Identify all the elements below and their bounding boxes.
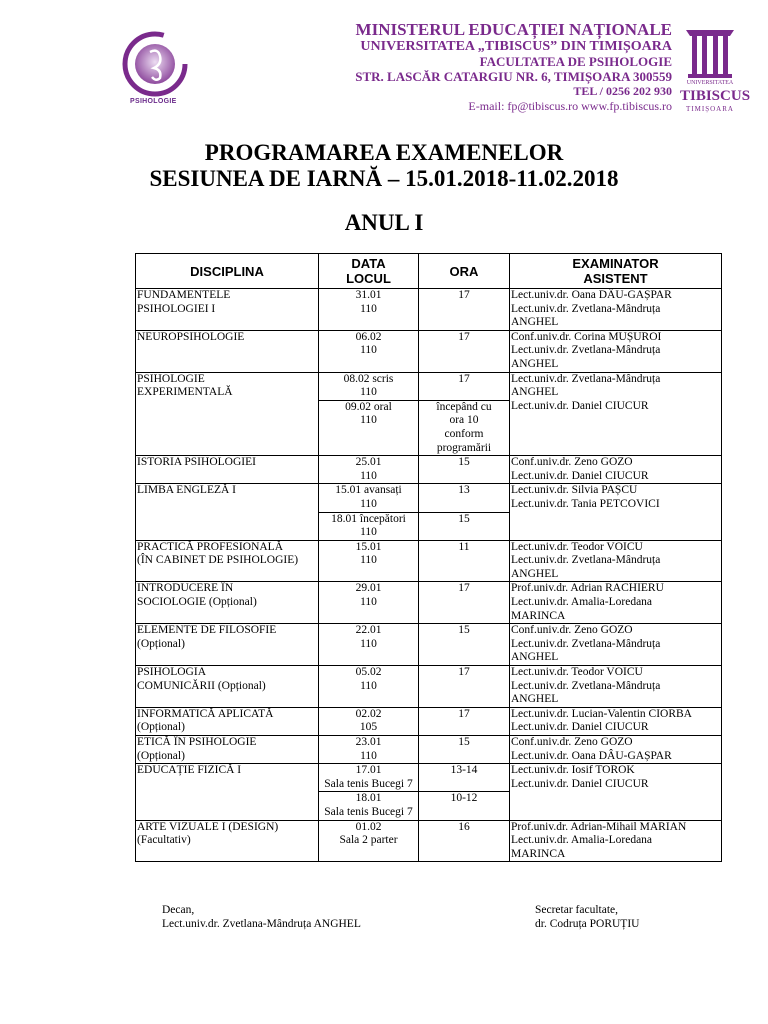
university-line: UNIVERSITATEA „TIBISCUS” DIN TIMIȘOARA xyxy=(360,39,672,54)
dean-name: Lect.univ.dr. Zvetlana-Mândruța ANGHEL xyxy=(162,918,361,930)
disciplina-line: INTRODUCERE ÎN xyxy=(137,582,234,595)
examiner-cell xyxy=(510,707,722,735)
examiner-line: Lect.univ.dr. Daniel CIUCUR xyxy=(511,777,649,790)
examiner-line: Lect.univ.dr. Zvetlana-Mândruța xyxy=(511,302,661,315)
header-disciplina: DISCIPLINA xyxy=(136,254,319,289)
disciplina-cell xyxy=(136,484,319,540)
time-cell xyxy=(419,582,510,624)
examiner-line: MARINCA xyxy=(511,847,566,860)
disciplina-line: FUNDAMENTELE xyxy=(137,289,231,301)
examiner-cell xyxy=(510,456,722,484)
date-location-line: 29.01 xyxy=(355,582,382,595)
date-location-line: 09.02 oral xyxy=(345,400,392,413)
date-location-line: 110 xyxy=(360,679,377,692)
disciplina-cell xyxy=(136,764,319,820)
secretary-name: dr. Codruța PORUȚIU xyxy=(535,918,640,930)
date-location-line: 01.02 xyxy=(355,820,382,833)
date-location-line: 22.01 xyxy=(355,624,382,637)
time-cell xyxy=(419,820,510,862)
date-location-line: 31.01 xyxy=(355,289,382,301)
examiner-line: ANGHEL xyxy=(511,316,559,329)
date-location-line: 110 xyxy=(360,386,377,399)
date-location-cell xyxy=(319,540,419,582)
examiner-line: Conf.univ.dr. Zeno GOZO xyxy=(511,456,633,469)
disciplina-cell xyxy=(136,624,319,666)
disciplina-line: PSIHOLOGIEI I xyxy=(137,302,216,315)
examiner-line: Lect.univ.dr. Zvetlana-Mândruța xyxy=(511,637,661,650)
examiner-line: Lect.univ.dr. Teodor VOICU xyxy=(511,666,643,679)
table-header-row xyxy=(136,254,722,289)
table-row xyxy=(136,707,722,735)
institution-header xyxy=(355,21,672,114)
examiner-line: Lect.univ.dr. Teodor VOICU xyxy=(511,540,643,553)
time-line: 13 xyxy=(458,484,470,497)
dean-signature xyxy=(162,903,361,931)
examiner-cell xyxy=(510,540,722,582)
disciplina-line: ARTE VIZUALE I (DESIGN) xyxy=(137,820,279,833)
date-location-cell xyxy=(319,707,419,735)
disciplina-cell xyxy=(136,456,319,484)
secretary-role: Secretar facultate, xyxy=(535,904,618,916)
examiner-cell xyxy=(510,372,722,456)
table-row xyxy=(136,624,722,666)
examiner-line: ANGHEL xyxy=(511,386,559,399)
time-cell xyxy=(419,372,510,400)
time-line: 17 xyxy=(458,582,470,595)
date-location-cell xyxy=(319,736,419,764)
examiner-line: Lect.univ.dr. Zvetlana-Mândruța xyxy=(511,372,661,385)
date-location-line: 110 xyxy=(360,596,377,609)
date-location-cell xyxy=(319,666,419,708)
time-line: 15 xyxy=(458,456,470,469)
date-location-cell xyxy=(319,372,419,400)
disciplina-line: (ÎN CABINET DE PSIHOLOGIE) xyxy=(137,554,299,567)
logo-caption: PSIHOLOGIE xyxy=(130,98,177,105)
date-location-cell xyxy=(319,330,419,372)
dean-role: Decan, xyxy=(162,904,195,916)
disciplina-cell xyxy=(136,540,319,582)
header-locul: LOCUL xyxy=(346,271,391,286)
disciplina-line: LIMBA ENGLEZĂ I xyxy=(137,484,237,497)
disciplina-line: (Opțional) xyxy=(137,721,185,734)
faculty-line: FACULTATEA DE PSIHOLOGIE xyxy=(479,54,672,69)
date-location-cell xyxy=(319,792,419,820)
time-cell xyxy=(419,792,510,820)
university-logo-name: TIBISCUS xyxy=(680,88,751,104)
time-line: 11 xyxy=(458,540,470,553)
date-location-line: 110 xyxy=(360,414,377,427)
disciplina-line: ELEMENTE DE FILOSOFIE xyxy=(137,624,277,637)
examiner-line: Lect.univ.dr. Zvetlana-Mândruța xyxy=(511,679,661,692)
date-location-line: 110 xyxy=(360,497,377,510)
examiner-line: Lect.univ.dr. Iosif TOROK xyxy=(511,764,635,777)
table-row xyxy=(136,540,722,582)
time-cell xyxy=(419,330,510,372)
examiner-line: Lect.univ.dr. Oana DÂU-GAȘPAR xyxy=(511,749,672,762)
date-location-line: 15.01 avansați xyxy=(335,484,402,497)
time-line: 13-14 xyxy=(450,764,478,777)
date-location-line: 110 xyxy=(360,637,377,650)
table-row xyxy=(136,666,722,708)
examiner-line: Lect.univ.dr. Amalia-Loredana xyxy=(511,596,653,609)
examiner-line: Conf.univ.dr. Zeno GOZO xyxy=(511,736,633,748)
disciplina-line: PRACTICĂ PROFESIONALĂ xyxy=(137,540,284,553)
phone-line: TEL / 0256 202 930 xyxy=(573,84,672,98)
university-logo-city: TIMIȘOARA xyxy=(686,105,734,113)
time-line: 17 xyxy=(458,372,470,385)
time-cell xyxy=(419,289,510,331)
examiner-line: Lect.univ.dr. Daniel CIUCUR xyxy=(511,469,649,482)
date-location-line: 15.01 xyxy=(355,540,382,553)
header-examinator xyxy=(510,254,722,289)
examiner-line: Lect.univ.dr. Zvetlana-Mândruța xyxy=(511,344,661,357)
table-row xyxy=(136,820,722,862)
time-cell xyxy=(419,736,510,764)
examiner-line: ANGHEL xyxy=(511,567,559,580)
examiner-cell xyxy=(510,484,722,540)
year-title: ANUL I xyxy=(344,210,424,235)
examiner-line: Lect.univ.dr. Silvia PAȘCU xyxy=(511,484,638,497)
examiner-cell xyxy=(510,289,722,331)
disciplina-cell xyxy=(136,707,319,735)
disciplina-line: COMUNICĂRII (Opțional) xyxy=(137,679,266,692)
examiner-line: Lect.univ.dr. Daniel CIUCUR xyxy=(511,721,649,734)
table-row xyxy=(136,372,722,400)
time-line: 17 xyxy=(458,707,470,720)
time-line: 15 xyxy=(458,624,470,637)
date-location-cell xyxy=(319,400,419,455)
date-location-cell xyxy=(319,484,419,512)
time-line: conform xyxy=(444,427,484,440)
header-data-locul xyxy=(319,254,419,289)
examiner-cell xyxy=(510,666,722,708)
disciplina-line: PSIHOLOGIE xyxy=(137,372,205,385)
date-location-line: 110 xyxy=(360,302,377,315)
disciplina-cell xyxy=(136,330,319,372)
time-cell xyxy=(419,456,510,484)
date-location-line: 18.01 începători xyxy=(331,512,406,525)
examiner-line: Prof.univ.dr. Adrian-Mihail MARIAN xyxy=(511,820,687,833)
table-row xyxy=(136,289,722,331)
disciplina-cell xyxy=(136,372,319,456)
time-cell xyxy=(419,707,510,735)
date-location-line: Sala 2 parter xyxy=(339,834,398,847)
time-cell xyxy=(419,484,510,512)
table-row xyxy=(136,456,722,484)
time-cell xyxy=(419,540,510,582)
table-row xyxy=(136,484,722,512)
table-row xyxy=(136,582,722,624)
disciplina-line: NEUROPSIHOLOGIE xyxy=(137,330,245,343)
date-location-line: Sala tenis Bucegi 7 xyxy=(324,777,413,790)
time-line: 17 xyxy=(458,330,470,343)
date-location-line: 05.02 xyxy=(355,666,382,679)
time-line: 17 xyxy=(458,289,470,301)
examiner-line: ANGHEL xyxy=(511,693,559,706)
examiner-line: MARINCA xyxy=(511,609,566,622)
date-location-line: 08.02 scris xyxy=(343,372,394,385)
exam-schedule-table xyxy=(135,253,722,862)
time-line: programării xyxy=(436,441,492,454)
time-line: începând cu xyxy=(436,400,492,413)
disciplina-line: (Facultativ) xyxy=(137,834,191,847)
secretary-signature xyxy=(535,903,639,931)
examiner-cell xyxy=(510,820,722,862)
date-location-cell xyxy=(319,289,419,331)
examiner-line: Conf.univ.dr. Corina MUȘUROI xyxy=(511,330,662,343)
table-row xyxy=(136,330,722,372)
examiner-cell xyxy=(510,736,722,764)
examiner-cell xyxy=(510,582,722,624)
disciplina-cell xyxy=(136,582,319,624)
date-location-line: 18.01 xyxy=(355,792,382,805)
university-logo xyxy=(680,20,751,118)
date-location-line: 110 xyxy=(360,469,377,482)
examiner-cell xyxy=(510,624,722,666)
ministry-line: MINISTERUL EDUCAȚIEI NAȚIONALE xyxy=(355,20,672,39)
date-location-line: 105 xyxy=(359,721,378,734)
address-line: STR. LASCĂR CATARGIU NR. 6, TIMIȘOARA 300559 xyxy=(355,69,672,84)
time-cell xyxy=(419,624,510,666)
disciplina-line: EDUCAȚIE FIZICĂ I xyxy=(137,764,242,777)
disciplina-line: EXPERIMENTALĂ xyxy=(137,386,233,399)
time-cell xyxy=(419,512,510,540)
date-location-line: 23.01 xyxy=(355,736,382,748)
disciplina-line: PSIHOLOGIA xyxy=(137,666,206,679)
date-location-line: 17.01 xyxy=(355,764,382,777)
date-location-line: 02.02 xyxy=(355,707,382,720)
time-line: 15 xyxy=(458,736,470,748)
document-title: PROGRAMAREA EXAMENELOR xyxy=(204,140,564,165)
disciplina-cell xyxy=(136,289,319,331)
header-ora: ORA xyxy=(419,254,510,289)
time-line: 15 xyxy=(458,512,470,525)
header-examinator-label: EXAMINATOR xyxy=(572,256,659,271)
examiner-line: Lect.univ.dr. Zvetlana-Mândruța xyxy=(511,554,661,567)
date-location-cell xyxy=(319,512,419,540)
date-location-line: Sala tenis Bucegi 7 xyxy=(324,805,413,818)
table-row xyxy=(136,764,722,792)
examiner-line: Lect.univ.dr. Tania PETCOVICI xyxy=(511,497,660,510)
disciplina-line: INFORMATICĂ APLICATĂ xyxy=(137,707,274,720)
header-data: DATA xyxy=(351,256,386,271)
examiner-line: Lect.univ.dr. Amalia-Loredana xyxy=(511,834,653,847)
disciplina-cell xyxy=(136,666,319,708)
disciplina-cell xyxy=(136,820,319,862)
examiner-line: Lect.univ.dr. Daniel CIUCUR xyxy=(511,399,649,412)
date-location-line: 25.01 xyxy=(355,456,382,469)
date-location-line: 110 xyxy=(360,554,377,567)
examiner-line: ANGHEL xyxy=(511,651,559,664)
disciplina-cell xyxy=(136,736,319,764)
date-location-line: 110 xyxy=(360,526,377,539)
columns-icon xyxy=(680,20,740,80)
time-cell xyxy=(419,666,510,708)
time-line: ora 10 xyxy=(449,414,479,427)
examiner-line: ANGHEL xyxy=(511,357,559,370)
disciplina-line: ETICĂ ÎN PSIHOLOGIE xyxy=(137,736,257,748)
disciplina-line: ISTORIA PSIHOLOGIEI xyxy=(137,456,256,469)
time-line: 16 xyxy=(458,820,470,833)
date-location-line: 110 xyxy=(360,344,377,357)
date-location-cell xyxy=(319,456,419,484)
session-title: SESIUNEA DE IARNĂ – 15.01.2018-11.02.2018 xyxy=(149,166,619,191)
date-location-cell xyxy=(319,820,419,862)
disciplina-line: (Opțional) xyxy=(137,637,185,650)
date-location-cell xyxy=(319,582,419,624)
examiner-cell xyxy=(510,764,722,820)
time-line: 17 xyxy=(458,666,470,679)
time-cell xyxy=(419,400,510,455)
university-logo-small: UNIVERSITATEA xyxy=(686,80,734,86)
contact-line: E-mail: fp@tibiscus.ro www.fp.tibiscus.ro xyxy=(468,99,672,113)
time-cell xyxy=(419,764,510,792)
date-location-cell xyxy=(319,764,419,792)
disciplina-line: (Opțional) xyxy=(137,749,185,762)
table-row xyxy=(136,736,722,764)
header-asistent-label: ASISTENT xyxy=(583,271,648,286)
examiner-line: Lect.univ.dr. Lucian-Valentin CIORBA xyxy=(511,707,692,720)
date-location-line: 06.02 xyxy=(355,330,382,343)
date-location-line: 110 xyxy=(360,749,377,762)
time-line: 10-12 xyxy=(450,792,478,805)
examiner-cell xyxy=(510,330,722,372)
examiner-line: Conf.univ.dr. Zeno GOZO xyxy=(511,624,633,637)
disciplina-line: SOCIOLOGIE (Opțional) xyxy=(137,596,257,609)
examiner-line: Lect.univ.dr. Oana DÂU-GAȘPAR xyxy=(511,289,672,301)
examiner-line: Prof.univ.dr. Adrian RACHIERU xyxy=(511,582,664,595)
date-location-cell xyxy=(319,624,419,666)
